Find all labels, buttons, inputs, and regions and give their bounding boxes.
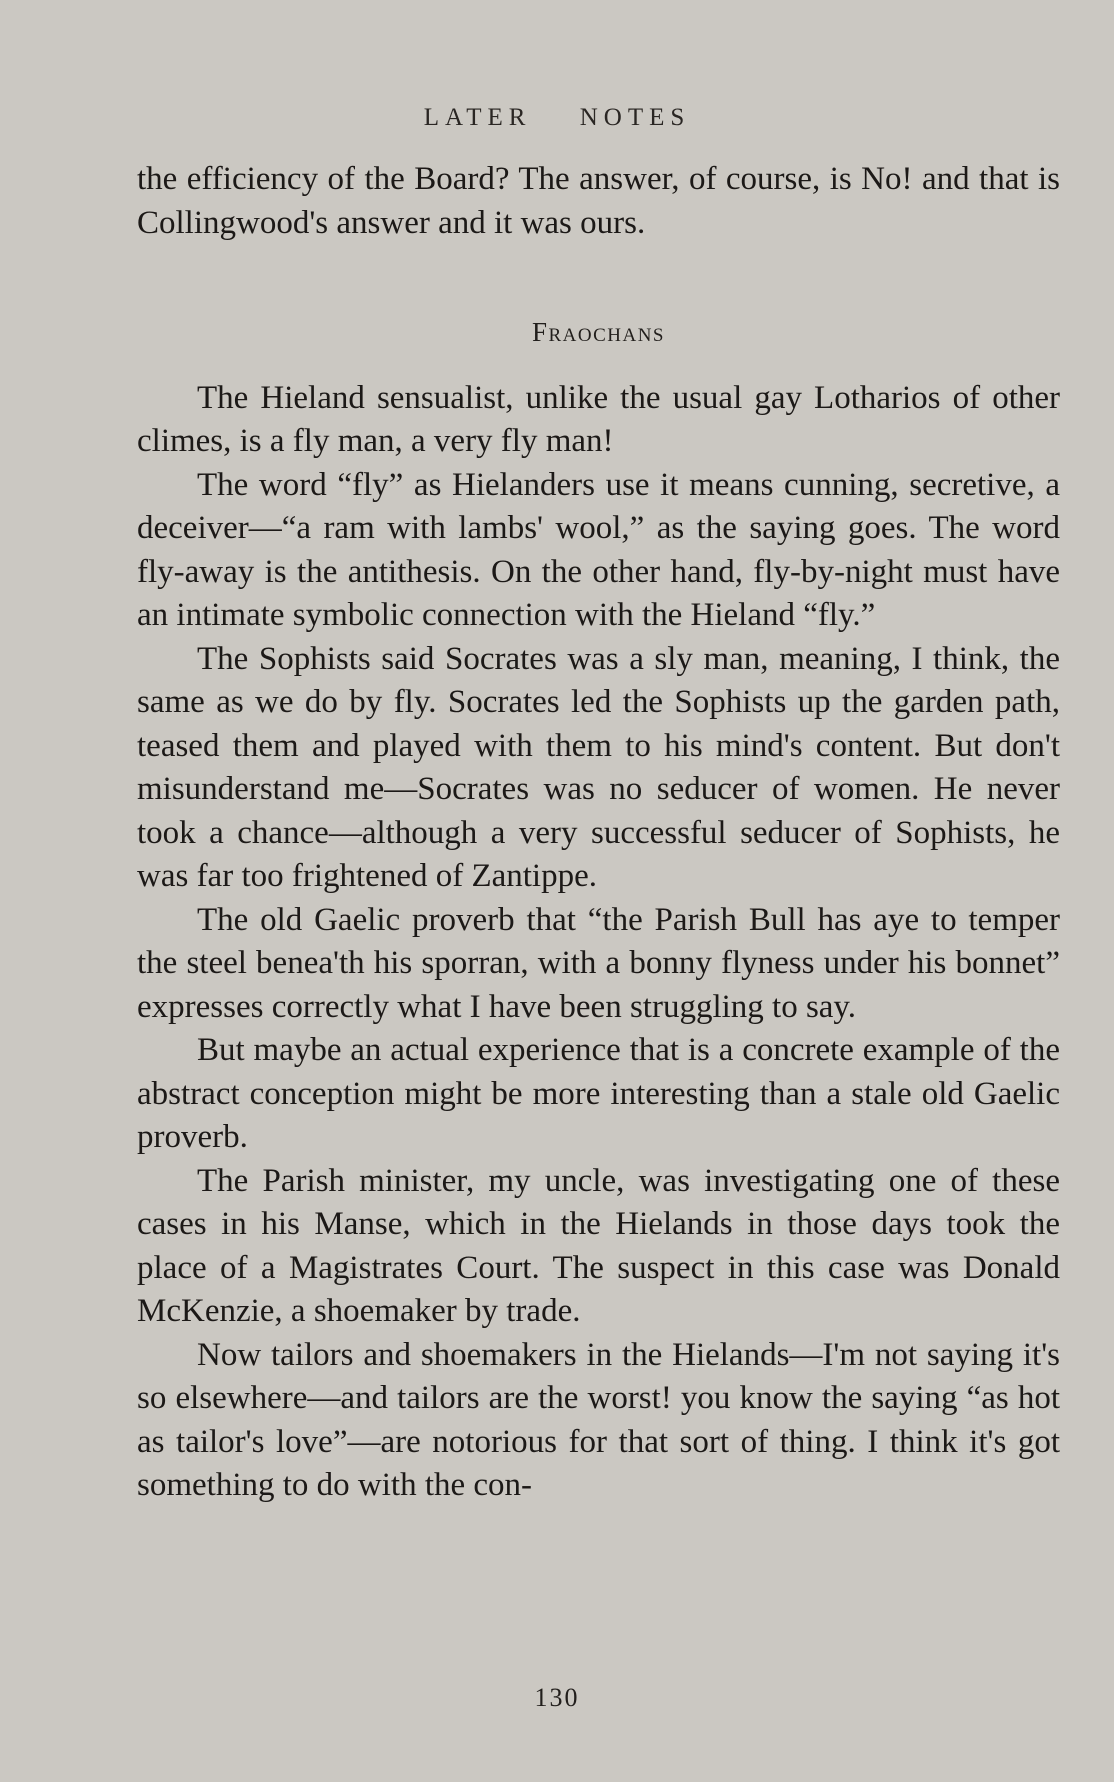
- paragraph: But maybe an actual experience that is a concrete example of the abstract conception might be more interesting than a stale old Gaelic proverb.: [137, 1032, 1060, 1155]
- running-head-right: NOTES: [579, 104, 691, 131]
- section-title: Fraochans: [531, 317, 666, 347]
- running-head: [0, 104, 1114, 132]
- body-text: [137, 158, 1060, 1508]
- paragraph: The Hieland sensualist, unlike the usual gay Lotharios of other climes, is a fly man, a very fly man!: [137, 379, 1060, 459]
- continuation-paragraph: the efficiency of the Board? The answer, of course, is No! and that is Collingwood's answer and it was ours.: [137, 161, 1060, 241]
- paragraph: The Sophists said Socrates was a sly man, meaning, I think, the same as we do by fly. Socrates led the Sophists up the garden path, teased them and played with them to his mind's content. But don't misunderstand me—Socrates was no seducer of women. He never took a chance—although a very successful seducer of Sophists, he was far too frightened of Zantippe.: [137, 640, 1060, 894]
- running-head-left: LATER: [423, 104, 532, 131]
- paragraph: Now tailors and shoemakers in the Hielands—I'm not saying it's so elsewhere—and tailors are the worst! you know the saying “as hot as tailor's love”—are notorious for that sort of thing. I think it's got something to do with the con-: [137, 1336, 1060, 1503]
- paragraph: The old Gaelic proverb that “the Parish Bull has aye to temper the steel benea'th his sporran, with a bonny flyness under his bonnet” expresses correctly what I have been struggling to say.: [137, 901, 1060, 1025]
- paragraph: The Parish minister, my uncle, was investigating one of these cases in his Manse, which in the Hielands in those days took the place of a Magistrates Court. The suspect in this case was Donald McKenzie, a shoemaker by trade.: [137, 1162, 1060, 1329]
- page-number: 130: [534, 1683, 580, 1712]
- paragraph: The word “fly” as Hielanders use it means cunning, secretive, a deceiver—“a ram with lambs' wool,” as the saying goes. The word fly-away is the antithesis. On the other hand, fly-by-night must have an intimate symbolic connection with the Hieland “fly.”: [137, 466, 1060, 633]
